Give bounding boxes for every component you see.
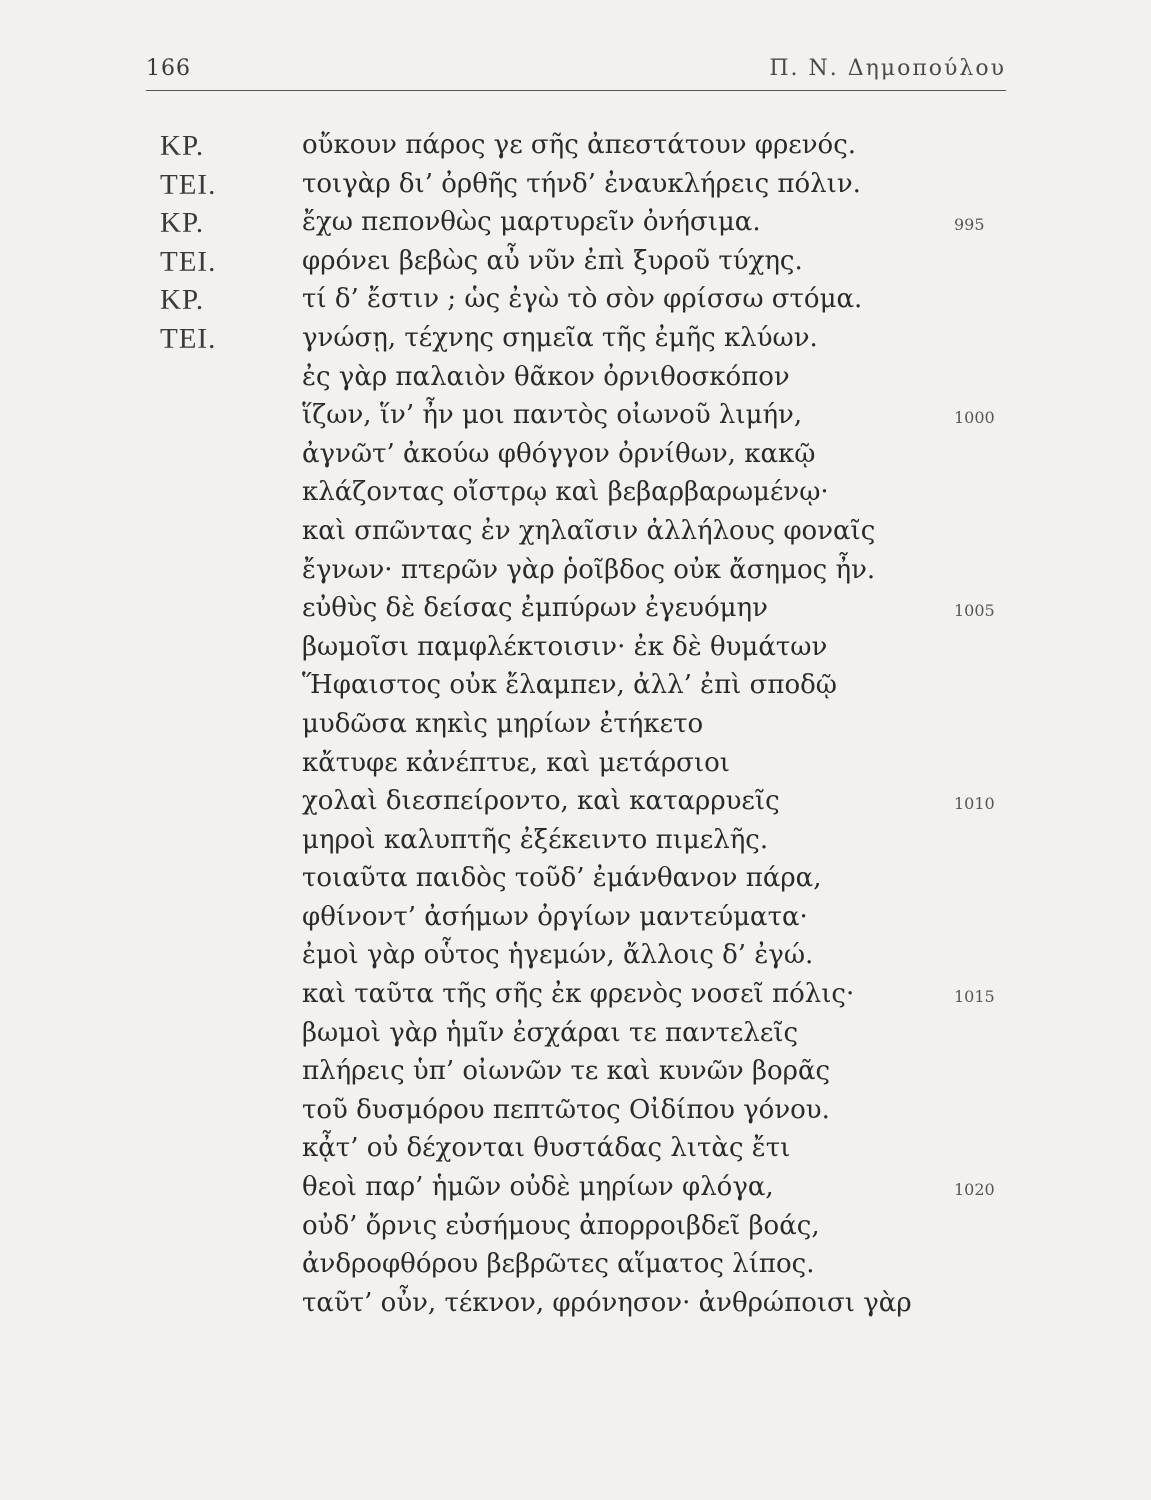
line-number: 1020 (954, 1180, 995, 1200)
verse-line (0, 593, 1151, 632)
verse-text: κλάζοντας οἴστρῳ καὶ βεβαρβαρωμένῳ· (302, 477, 829, 508)
verse-text: ἐς γὰρ παλαιὸν θᾶκον ὀρνιθοσκόπον (302, 361, 790, 392)
verse-line (0, 1018, 1151, 1057)
verse-text: ἔχω πεπονθὼς μαρτυρεῖν ὀνήσιμα. (302, 207, 761, 238)
verse-line (0, 477, 1151, 516)
line-number: 1010 (954, 794, 995, 814)
verse-text: ἔγνων· πτερῶν γὰρ ῥοῖβδος οὐκ ἄσημος ἦν. (302, 554, 876, 585)
verse-line (0, 709, 1151, 748)
verse-text: καὶ ταῦτα τῆς σῆς ἐκ φρενὸς νοσεῖ πόλις· (302, 979, 855, 1010)
verse-text: ταῦτ’ οὖν, τέκνον, φρόνησον· ἀνθρώποισι γὰρ (302, 1287, 912, 1318)
verse-line (0, 246, 1151, 285)
speaker-label: ΤΕΙ. (160, 322, 217, 355)
verse-text: θεοὶ παρ’ ἡμῶν οὐδὲ μηρίων φλόγα, (302, 1172, 774, 1203)
speaker-label: ΚΡ. (160, 130, 205, 162)
verse-text: κἄτυφε κἀνέπτυε, καὶ μετάρσιοι (302, 747, 730, 778)
verse-text: τί δ’ ἔστιν ; ὡς ἐγὼ τὸ σὸν φρίσσω στόμα. (302, 284, 863, 315)
verse-line (0, 940, 1151, 979)
verse-text: βωμοῖσι παμφλέκτοισιν· ἐκ δὲ θυμάτων (302, 631, 828, 662)
page-number: 166 (146, 56, 191, 81)
speaker-label: ΤΕΙ. (160, 168, 217, 201)
verse-line (0, 632, 1151, 671)
verse-text: οὐδ’ ὄρνις εὐσήμους ἀπορροιβδεῖ βοάς, (302, 1210, 820, 1241)
verse-line (0, 979, 1151, 1018)
verse-text: ἀνδροφθόρου βεβρῶτες αἵματος λίπος. (302, 1249, 815, 1280)
line-number: 1015 (954, 987, 995, 1007)
verse-text: φρόνει βεβὼς αὖ νῦν ἐπὶ ξυροῦ τύχης. (302, 245, 803, 276)
line-number: 1005 (954, 601, 995, 621)
verse-text: γνώσῃ, τέχνης σημεῖα τῆς ἐμῆς κλύων. (302, 322, 818, 353)
verse-line (0, 207, 1151, 246)
verse-line (0, 555, 1151, 594)
speaker-label: ΚΡ. (160, 284, 205, 317)
verse-line (0, 284, 1151, 323)
verse-text: βωμοὶ γὰρ ἡμῖν ἐσχάραι τε παντελεῖς (302, 1017, 799, 1048)
verse-block (0, 130, 1151, 1326)
verse-line (0, 1211, 1151, 1250)
running-head: Π. Ν. Δημοπούλου (769, 56, 1006, 81)
verse-text: οὔκουν πάρος γε σῆς ἀπεστάτουν φρενός. (302, 130, 857, 160)
verse-line (0, 169, 1151, 208)
verse-text: φθίνοντ’ ἀσήμων ὀργίων μαντεύματα· (302, 901, 808, 932)
verse-text: καὶ σπῶντας ἐν χηλαῖσιν ἀλλήλους φοναῖς (302, 515, 876, 546)
verse-line (0, 1095, 1151, 1134)
verse-text: μηροὶ καλυπτῆς ἐξέκειντο πιμελῆς. (302, 824, 769, 855)
verse-line (0, 323, 1151, 362)
verse-text: εὐθὺς δὲ δείσας ἐμπύρων ἐγευόμην (302, 593, 768, 624)
line-number: 995 (954, 215, 985, 235)
verse-text: κᾆτ’ οὐ δέχονται θυστάδας λιτὰς ἔτι (302, 1133, 791, 1164)
verse-line (0, 786, 1151, 825)
header-rule (146, 90, 1006, 91)
verse-text: τοιαῦτα παιδὸς τοῦδ’ ἐμάνθανον πάρα, (302, 863, 822, 894)
verse-text: ἐμοὶ γὰρ οὗτος ἡγεμών, ἄλλοις δ’ ἐγώ. (302, 940, 814, 971)
verse-text: τοῦ δυσμόρου πεπτῶτος Οἰδίπου γόνου. (302, 1094, 830, 1125)
verse-line (0, 902, 1151, 941)
speaker-label: ΤΕΙ. (160, 245, 217, 278)
verse-line (0, 400, 1151, 439)
verse-line (0, 362, 1151, 401)
verse-text: ἵζων, ἵν’ ἦν μοι παντὸς οἰωνοῦ λιμήν, (302, 400, 803, 431)
verse-text: πλήρεις ὑπ’ οἰωνῶν τε καὶ κυνῶν βορᾶς (302, 1056, 831, 1087)
verse-line (0, 1172, 1151, 1211)
verse-text: χολαὶ διεσπείροντο, καὶ καταρρυεῖς (302, 786, 780, 817)
verse-line (0, 1056, 1151, 1095)
verse-text: τοιγὰρ δι’ ὀρθῆς τήνδ’ ἐναυκλήρεις πόλιν. (302, 168, 861, 199)
page-header (146, 52, 1006, 88)
verse-line (0, 863, 1151, 902)
verse-line (0, 1249, 1151, 1288)
verse-line (0, 670, 1151, 709)
speaker-label: ΚΡ. (160, 207, 205, 240)
verse-line (0, 439, 1151, 478)
verse-line (0, 825, 1151, 864)
verse-line (0, 516, 1151, 555)
verse-line (0, 748, 1151, 787)
verse-text: Ἥφαιστος οὐκ ἔλαμπεν, ἀλλ’ ἐπὶ σποδῷ (302, 670, 837, 701)
verse-line (0, 1288, 1151, 1327)
verse-line (0, 130, 1151, 169)
line-number: 1000 (954, 408, 995, 428)
verse-text: μυδῶσα κηκὶς μηρίων ἐτήκετο (302, 708, 704, 739)
verse-line (0, 1133, 1151, 1172)
verse-text: ἀγνῶτ’ ἀκούω φθόγγον ὀρνίθων, κακῷ (302, 438, 816, 469)
